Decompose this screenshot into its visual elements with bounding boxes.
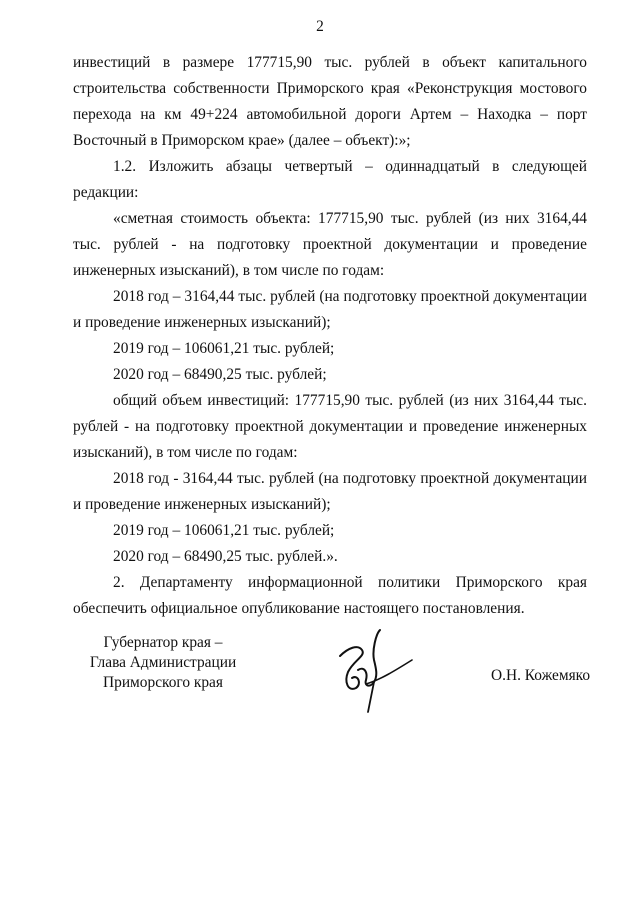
paragraph-year-2019: 2019 год – 106061,21 тыс. рублей; [113,340,335,357]
paragraph-investment-continuation: инвестиций в размере 177715,90 тыс. рублей в объект капитального строительства собственности Приморского края «Реконструкция мостового перехода на км 49+224 автомобильной дороги Артем – Находка – порт Восточный в Приморском крае» (далее – объект):»; [73,54,587,149]
signatory-title-line: Приморского края [103,674,223,691]
signatory-title [73,633,253,693]
paragraph-estimated-cost: «сметная стоимость объекта: 177715,90 тыс. рублей (из них 3164,44 тыс. рублей - на подготовку проектной документации и проведение инженерных изысканий), в том числе по годам: [73,210,587,279]
paragraph-total-investment: общий объем инвестиций: 177715,90 тыс. рублей (из них 3164,44 тыс. рублей - на подготовку проектной документации и проведение инженерных изысканий), в том числе по годам: [73,392,587,461]
paragraph-year-2018: 2018 год – 3164,44 тыс. рублей (на подготовку проектной документации и проведение инженерных изысканий); [73,288,587,331]
paragraph-item-1-2: 1.2. Изложить абзацы четвертый – одиннадцатый в следующей редакции: [73,158,587,201]
signatory-title-line: Губернатор края – [103,634,223,651]
signer-name: О.Н. Кожемяко [491,667,591,684]
paragraph-item-2-publication: 2. Департаменту информационной политики Приморского края обеспечить официальное опубликование настоящего постановления. [73,574,587,617]
page-number: 2 [316,18,324,35]
signatory-title-line: Глава Администрации [89,654,237,671]
paragraph-year-2020: 2020 год – 68490,25 тыс. рублей; [113,366,327,383]
paragraph-year-2019-total: 2019 год – 106061,21 тыс. рублей; [113,522,335,539]
document-body [73,50,587,622]
handwritten-signature [318,626,418,716]
paragraph-year-2018-total: 2018 год - 3164,44 тыс. рублей (на подготовку проектной документации и проведение инженерных изысканий); [73,470,587,513]
paragraph-year-2020-total: 2020 год – 68490,25 тыс. рублей.». [113,548,338,565]
